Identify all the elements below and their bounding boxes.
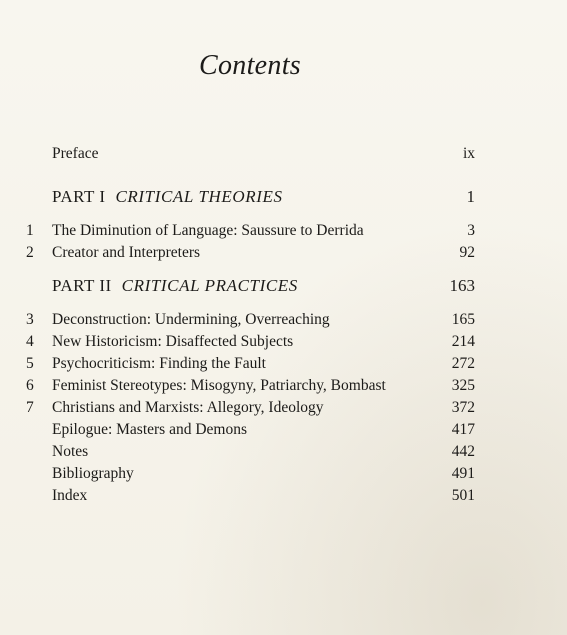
toc-entry-label: Preface bbox=[52, 145, 99, 162]
toc-entry-label: New Historicism: Disaffected Subjects bbox=[52, 333, 294, 350]
chapter-number: 7 bbox=[26, 399, 34, 416]
toc-entry-label: Feminist Stereotypes: Misogyny, Patriarchy, Bombast bbox=[52, 377, 386, 394]
chapter-number: 5 bbox=[26, 355, 34, 372]
toc-entry-label: Psychocriticism: Finding the Fault bbox=[52, 355, 266, 372]
toc-entry-page: ix bbox=[462, 145, 475, 162]
toc-entry-chapter[interactable] bbox=[0, 377, 567, 399]
chapter-number: 3 bbox=[26, 311, 34, 328]
part-number: PART I bbox=[52, 187, 106, 206]
toc-entry-chapter[interactable] bbox=[0, 222, 567, 244]
toc-entry-label: Index bbox=[52, 487, 88, 504]
toc-entry-index[interactable] bbox=[0, 487, 567, 509]
toc-entry-page: 417 bbox=[451, 421, 475, 438]
toc-entry-page: 92 bbox=[459, 244, 475, 261]
chapter-number: 4 bbox=[26, 333, 34, 350]
toc-entry-page: 501 bbox=[451, 487, 475, 504]
toc-entry-label: Notes bbox=[52, 443, 89, 460]
toc-entry-preface[interactable] bbox=[0, 145, 567, 167]
part-number: PART II bbox=[52, 276, 112, 295]
toc-entry-bibliography[interactable] bbox=[0, 465, 567, 487]
toc-entry-page: 214 bbox=[451, 333, 475, 350]
toc-entry-page: 491 bbox=[451, 465, 475, 482]
part-title: CRITICAL PRACTICES bbox=[121, 276, 298, 295]
toc-part-2[interactable] bbox=[0, 276, 567, 298]
page-title: Contents bbox=[199, 50, 301, 81]
toc-entry-page: 3 bbox=[467, 222, 475, 239]
toc-part-1[interactable] bbox=[0, 187, 567, 209]
toc-entry-label: Christians and Marxists: Allegory, Ideology bbox=[52, 399, 324, 416]
toc-entry-page: 272 bbox=[451, 355, 475, 372]
chapter-number: 6 bbox=[26, 377, 34, 394]
chapter-number: 2 bbox=[26, 244, 34, 261]
toc-part-label bbox=[52, 187, 283, 207]
toc-entry-page: 1 bbox=[466, 187, 475, 206]
toc-entry-chapter[interactable] bbox=[0, 399, 567, 421]
toc-entry-label: The Diminution of Language: Saussure to Derrida bbox=[52, 222, 364, 239]
toc-entry-epilogue[interactable] bbox=[0, 421, 567, 443]
toc-entry-page: 325 bbox=[451, 377, 475, 394]
toc-entry-page: 372 bbox=[451, 399, 475, 416]
toc-entry-page: 442 bbox=[451, 443, 475, 460]
toc-part-label bbox=[52, 276, 298, 296]
toc-entry-label: Bibliography bbox=[52, 465, 134, 482]
toc-entry-label: Creator and Interpreters bbox=[52, 244, 201, 261]
toc-entry-chapter[interactable] bbox=[0, 311, 567, 333]
toc-entry-page: 163 bbox=[449, 276, 475, 295]
toc-entry-chapter[interactable] bbox=[0, 244, 567, 266]
toc-entry-label: Deconstruction: Undermining, Overreaching bbox=[52, 311, 330, 328]
toc-entry-label: Epilogue: Masters and Demons bbox=[52, 421, 248, 438]
toc-entry-notes[interactable] bbox=[0, 443, 567, 465]
chapter-number: 1 bbox=[26, 222, 34, 239]
toc-entry-chapter[interactable] bbox=[0, 355, 567, 377]
toc-entry-chapter[interactable] bbox=[0, 333, 567, 355]
part-title: CRITICAL THEORIES bbox=[115, 187, 283, 206]
toc-entry-page: 165 bbox=[451, 311, 475, 328]
